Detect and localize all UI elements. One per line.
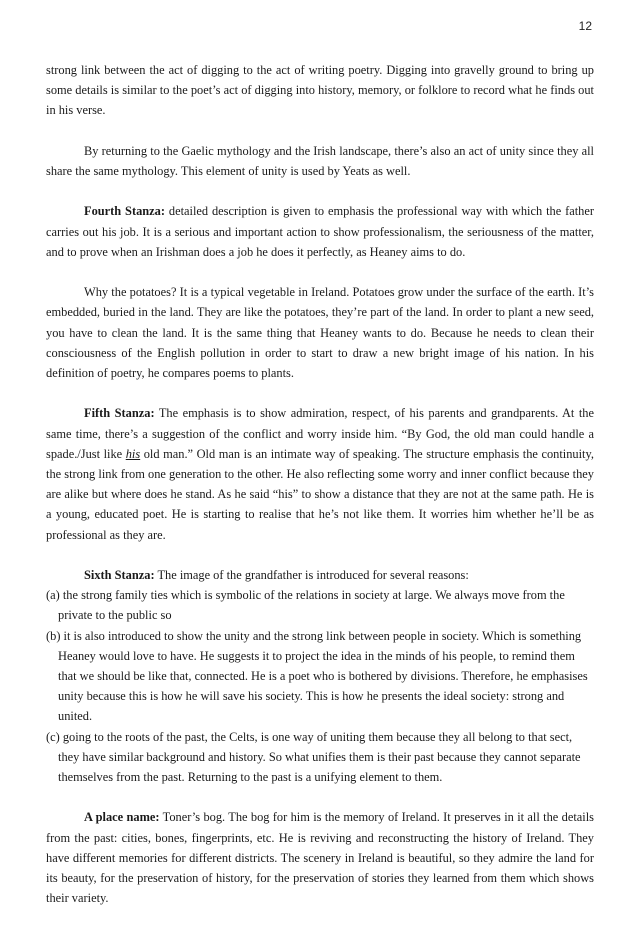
place-name-label: A place name: — [84, 810, 160, 825]
paragraph-sixth-stanza — [46, 565, 594, 585]
paragraph-place-name — [46, 807, 594, 908]
page-number: 12 — [578, 19, 592, 33]
fifth-stanza-text-end: old man.” Old man is an intimate way of speaking. The structure emphasis the continuity, the strong link from one generation to the other. He also reflecting some worry and inner conflict because they are alike but where does he stand. As he said “his” to show a distance that they are not at the same path. He is a young, educated poet. He is starting to realise that he’s not like them. It worries him whether he’ll be as professional as they are. — [46, 446, 594, 542]
document-body — [46, 60, 594, 929]
fifth-stanza-text-start: The emphasis is to show admiration, respect, of his parents and grandparents. At the same time, there’s a suggestion of the conflict and worry inside him. “By God, the old man could handle a spade./Just like — [46, 406, 594, 461]
paragraph-fifth-stanza — [46, 403, 594, 544]
fourth-stanza-text: detailed description is given to emphasis the professional way with which the father carries out his job. It is a serious and important action to show professionalism, the seriousness of the matter, and to prove when an Irishman does a job he does it perfectly, as Heaney aims to do. — [46, 204, 594, 259]
place-name-text: Toner’s bog. The bog for him is the memory of Ireland. It preserves in it all the details from the past: cities, bones, fingerprints, etc. He is reviving and reconstructing the history of Ireland. They have different memories for different districts. The scenery in Ireland is beautiful, so they admire the land for its beauty, for the preservation of history, for the preservation of stories they learned from them which shows their variety. — [46, 810, 594, 906]
paragraph-fourth-stanza — [46, 201, 594, 262]
paragraph-digging-link: strong link between the act of digging to the act of writing poetry. Digging into gravelly ground to bring up some details is similar to the poet’s act of digging into history, memory, or folklore to record what he finds out in his verse. — [46, 63, 594, 118]
paragraph-potatoes: Why the potatoes? It is a typical vegetable in Ireland. Potatoes grow under the surface of the earth. It’s embedded, buried in the land. They are like the potatoes, they’re part of the land. In order to plant a new seed, you have to clean the land. It is the same thing that Heaney wants to do. Because he needs to clean their consciousness of the English pollution in order to start to draw a new bright image of his nation. In his definition of poetry, he compares poems to plants. — [46, 285, 594, 380]
sixth-stanza-text: The image of the grandfather is introduced for several reasons: — [154, 568, 469, 582]
reasons-list — [46, 585, 594, 787]
fifth-stanza-label: Fifth Stanza: — [84, 406, 155, 421]
fourth-stanza-label: Fourth Stanza: — [84, 204, 165, 219]
list-item-a: (a) the strong family ties which is symbolic of the relations in society at large. We always move from the private to the public so — [46, 588, 565, 623]
sixth-stanza-label: Sixth Stanza: — [84, 568, 155, 582]
paragraph-gaelic-mythology: By returning to the Gaelic mythology and the Irish landscape, there’s also an act of unity since they all share the same mythology. This element of unity is used by Yeats as well. — [46, 143, 594, 178]
his-emphasis: his — [125, 446, 141, 461]
list-item-b: (b) it is also introduced to show the unity and the strong link between people in society. Which is something Heaney would love to have. He suggests it to project the idea in the minds of his people, to remind them that we should be like that, connected. He is a poet who is bothered by divisions. Therefore, he emphasises unity because this is how he will save his society. This is how he presents the ideal society: strong and united. — [46, 628, 588, 724]
list-item-c: (c) going to the roots of the past, the Celts, is one way of uniting them because they all belong to that sect, they have similar background and history. So what unifies them is their past because they cannot separate themselves from the past. Returning to the past is a unifying element to them. — [46, 729, 581, 785]
